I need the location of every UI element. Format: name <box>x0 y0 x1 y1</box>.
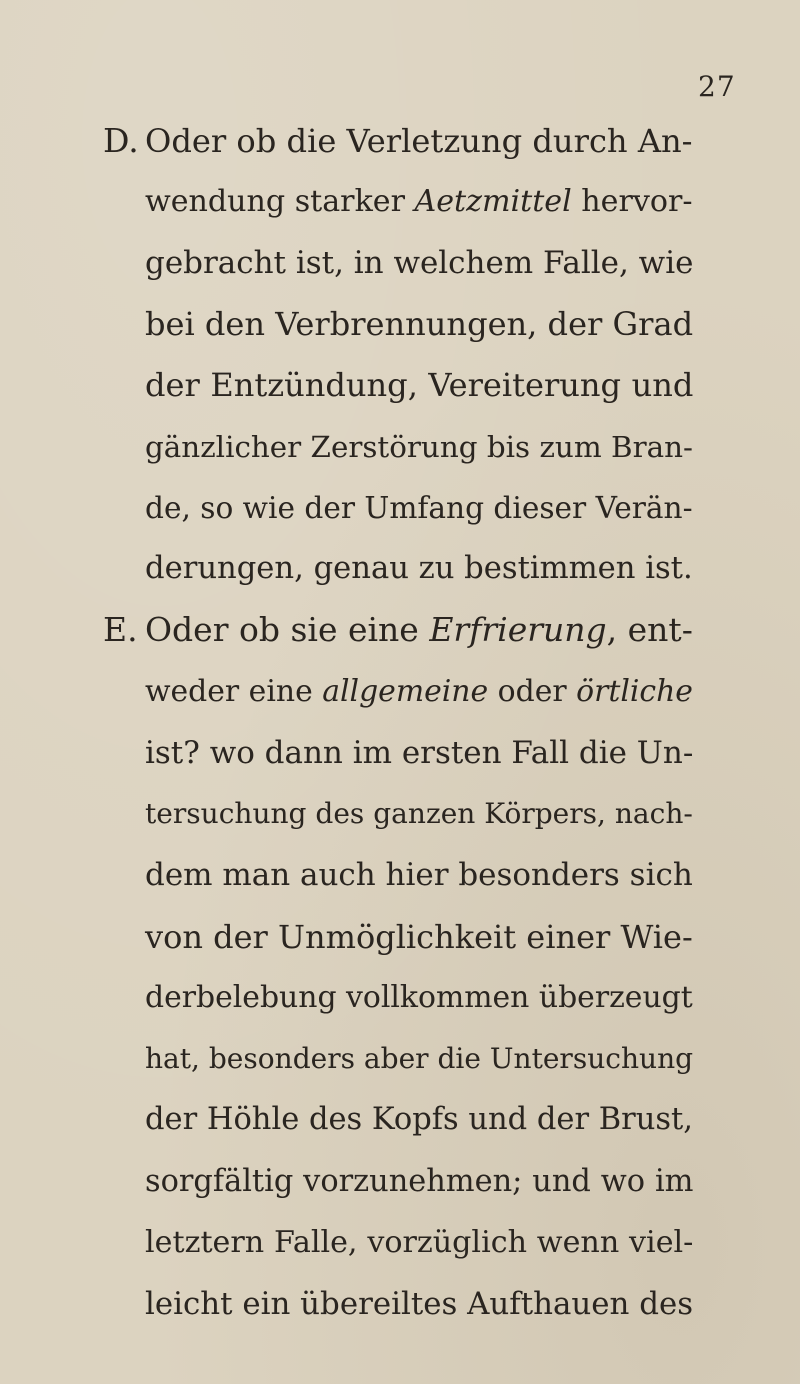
text-segment: tersuchung des ganzen Körpers, nach- <box>145 797 693 830</box>
emphasized-text: Aetzmittel <box>414 184 572 219</box>
text-segment: de, so wie der Umfang dieser Verän- <box>145 491 693 525</box>
text-line <box>145 176 693 228</box>
emphasized-text: örtliche <box>576 674 693 709</box>
text-line <box>145 298 693 350</box>
text-segment: gänzlicher Zerstörung bis zum Bran- <box>145 430 693 464</box>
text-segment: gebracht ist, in welchem Falle, wie <box>145 245 694 281</box>
text-line <box>145 115 693 167</box>
text-line <box>145 604 693 656</box>
text-segment: der Höhle des Kopfs und der Brust, <box>145 1102 693 1137</box>
text-line <box>145 543 693 595</box>
emphasized-text: Erfrierung <box>429 610 607 649</box>
text-segment: oder <box>488 674 577 709</box>
text-line <box>145 1094 693 1146</box>
text-line <box>145 666 693 718</box>
text-line <box>145 911 693 963</box>
text-line <box>145 972 693 1024</box>
page-number: 27 <box>698 70 736 103</box>
text-line <box>145 237 693 289</box>
emphasized-text: allgemeine <box>322 674 489 709</box>
text-line <box>145 1033 693 1085</box>
text-segment: derbelebung vollkommen überzeugt <box>145 980 693 1015</box>
text-segment: wendung starker <box>145 184 415 219</box>
text-line <box>145 1217 693 1269</box>
text-line <box>145 849 693 901</box>
text-line <box>145 421 693 473</box>
text-segment: Oder ob die Verletzung durch An- <box>145 122 693 160</box>
text-line <box>145 359 693 411</box>
text-segment: leicht ein übereiltes Aufthauen des <box>145 1286 694 1322</box>
text-line <box>145 482 693 534</box>
text-segment: der Entzündung, Vereiterung und <box>145 366 694 404</box>
text-segment: ist? wo dann im ersten Fall die Un- <box>145 735 694 771</box>
text-segment: weder eine <box>145 674 323 709</box>
text-segment: Oder ob sie eine <box>145 610 430 649</box>
text-segment: bei den Verbrennungen, der Grad <box>145 305 694 343</box>
text-segment: derungen, genau zu bestimmen ist. <box>145 551 693 586</box>
text-line <box>145 788 693 840</box>
paragraph-marker: E. <box>103 610 138 649</box>
text-segment: letztern Falle, vorzüglich wenn viel- <box>145 1225 694 1260</box>
text-segment: von der Unmöglichkeit einer Wie- <box>145 918 693 956</box>
text-segment: hervor- <box>571 184 693 219</box>
text-segment: hat, besonders aber die Untersuchung <box>145 1042 694 1075</box>
text-segment: , ent- <box>606 610 693 649</box>
paragraph-marker: D. <box>103 121 139 160</box>
text-line <box>145 1156 693 1208</box>
text-segment: dem man auch hier besonders sich <box>145 857 693 893</box>
text-line <box>145 727 693 779</box>
text-segment: sorgfältig vorzunehmen; und wo im <box>145 1164 694 1199</box>
text-line <box>145 1278 693 1330</box>
